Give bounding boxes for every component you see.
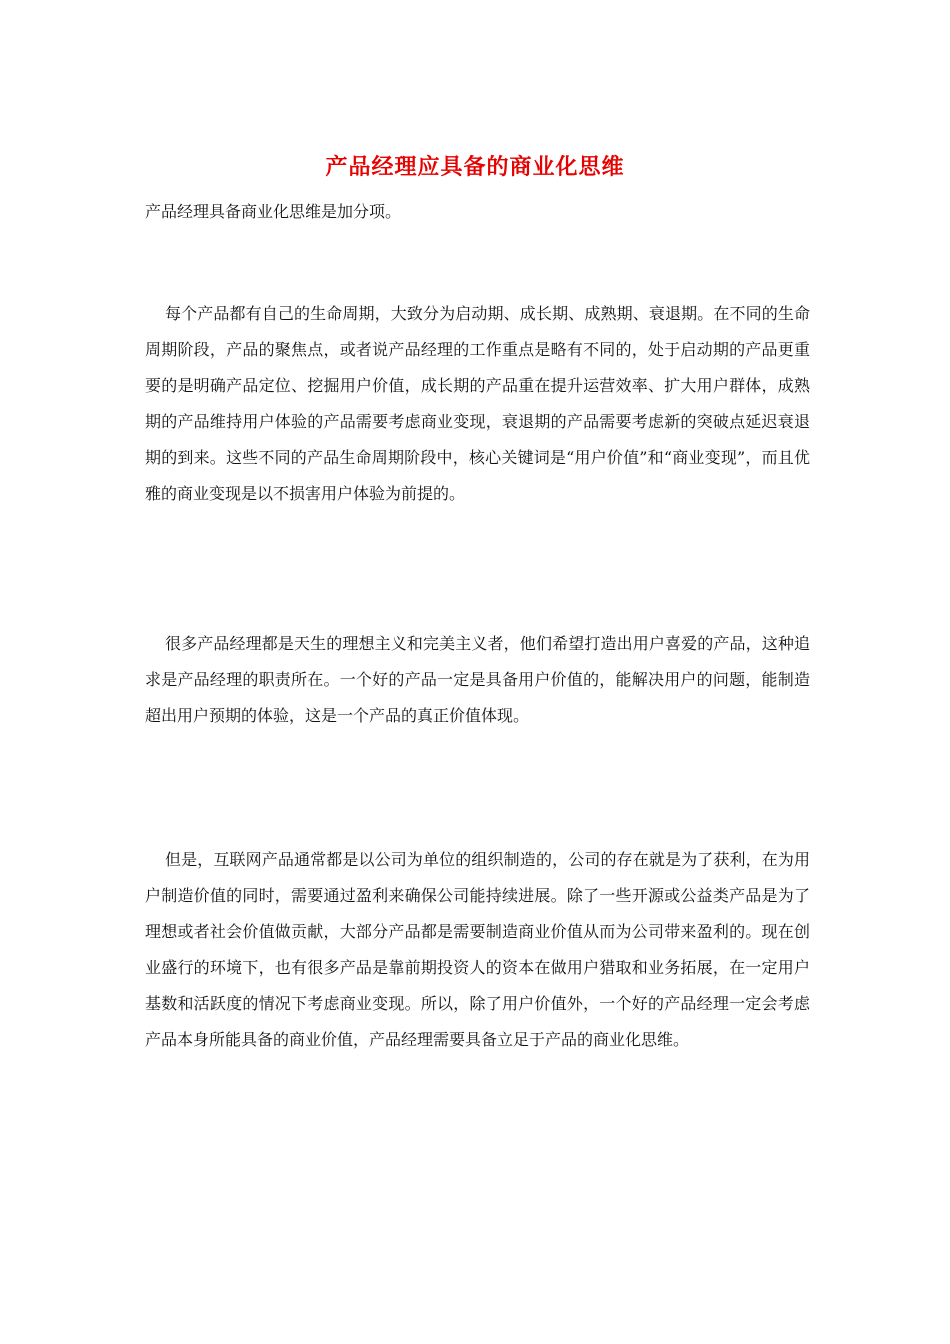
paragraph-3: 但是，互联网产品通常都是以公司为单位的组织制造的，公司的存在就是为了获利，在为用户制造价值的同时，需要通过盈利来确保公司能持续进展。除了一些开源或公益类产品是为了理想或者社会价值做贡献，大部分产品都是需要制造商业价值从而为公司带来盈利的。现在创业盛行的环境下，也有很多产品是靠前期投资人的资本在做用户猎取和业务拓展，在一定用户基数和活跃度的情况下考虑商业变现。所以，除了用户价值外，一个好的产品经理一定会考虑产品本身所能具备的商业价值，产品经理需要具备立足于产品的商业化思维。 [145,850,810,1049]
lead-sentence: 产品经理具备商业化思维是加分项。 [145,202,402,221]
paragraph-1: 每个产品都有自己的生命周期，大致分为启动期、成长期、成熟期、衰退期。在不同的生命周期阶段，产品的聚焦点，或者说产品经理的工作重点是略有不同的，处于启动期的产品更重要的是明确产品定位、挖掘用户价值，成长期的产品重在提升运营效率、扩大用户群体，成熟期的产品维持用户体验的产品需要考虑商业变现，衰退期的产品需要考虑新的突破点延迟衰退期的到来。这些不同的产品生命周期阶段中，核心关键词是“用户价值”和“商业变现”，而且优雅的商业变现是以不损害用户体验为前提的。 [145,304,810,503]
paragraph-2: 很多产品经理都是天生的理想主义和完美主义者，他们希望打造出用户喜爱的产品，这种追求是产品经理的职责所在。一个好的产品一定是具备用户价值的，能解决用户的问题，能制造超出用户预期的体验，这是一个产品的真正价值体现。 [145,634,810,725]
document-title: 产品经理应具备的商业化思维 [325,154,625,180]
